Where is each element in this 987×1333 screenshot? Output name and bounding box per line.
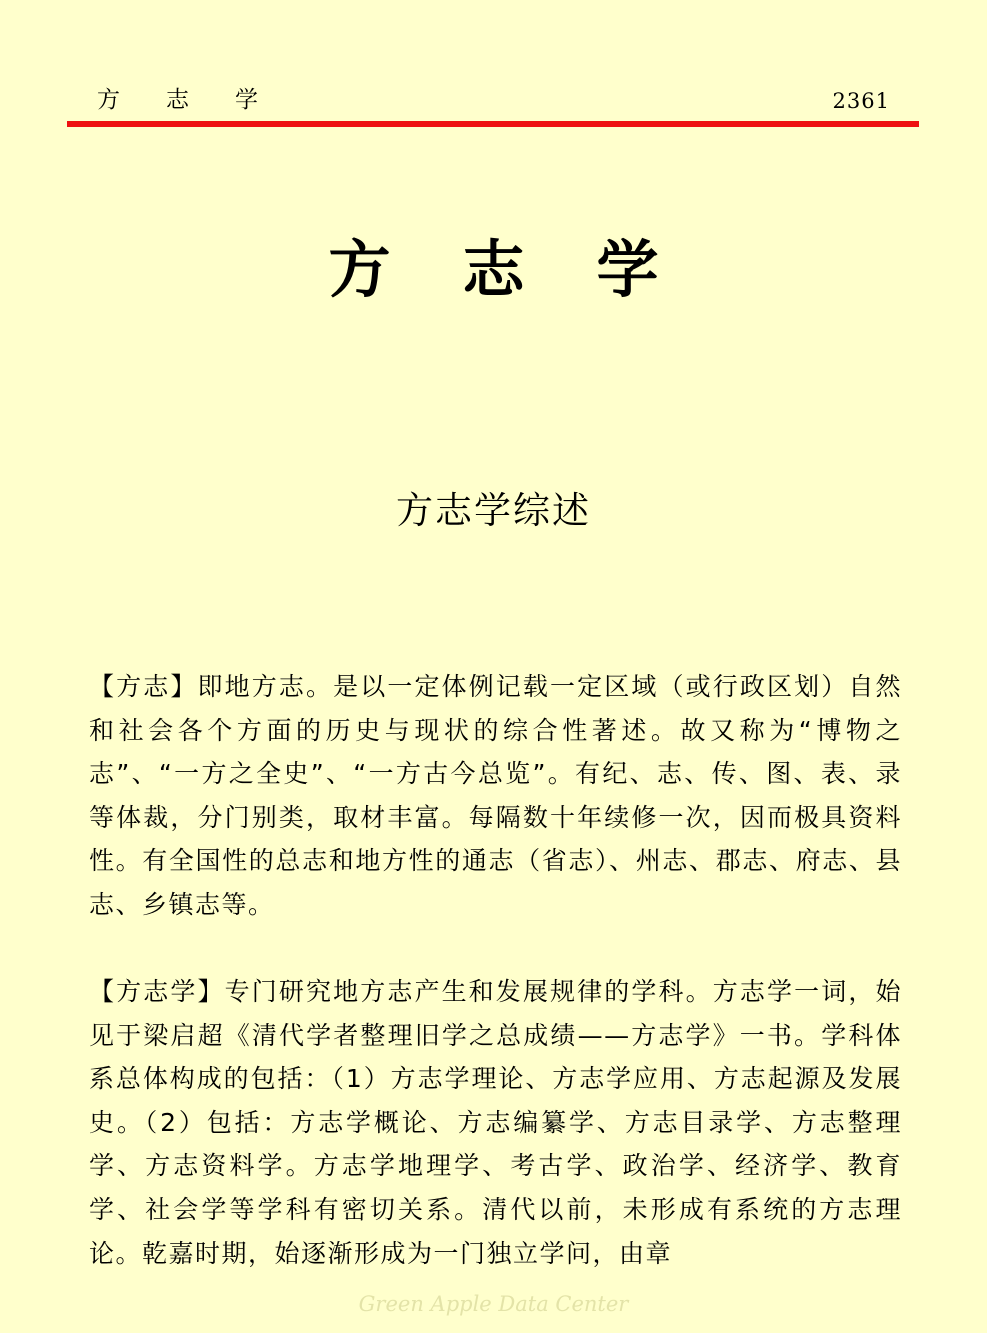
page-number: 2361 [832,89,890,113]
running-head-title: 方志学 [97,87,304,113]
watermark: Green Apple Data Center [358,1292,629,1316]
entry-body: 即地方志。是以一定体例记载一定区域（或行政区划）自然和社会各个方面的历史与现状的综合性著述。故又称为“博物之志”、“一方之全史”、“一方古今总览”。有纪、志、传、图、表、录等体裁，分门别类，取材丰富。每隔数十年续修一次，因而极具资料性。有全国性的总志和地方性的通志（省志）、州志、郡志、府志、县志、乡镇志等。 [89,672,902,919]
entry-fangzhi [89,665,902,927]
entry-fangzhixue [89,970,902,1275]
section-title: 方志学综述 [396,489,591,532]
entry-body: 专门研究地方志产生和发展规律的学科。方志学一词，始见于梁启超《清代学者整理旧学之总成绩——方志学》一书。学科体系总体构成的包括：（1）方志学理论、方志学应用、方志起源及发展史。（2）包括：方志学概论、方志编纂学、方志目录学、方志整理学、方志资料学。方志学地理学、考古学、政治学、经济学、教育学、社会学等学科有密切关系。清代以前，未形成有系统的方志理论。乾嘉时期，始逐渐形成为一门独立学问，由章 [89,977,902,1268]
entry-term: 【方志】 [89,672,198,701]
entry-term: 【方志学】 [89,977,225,1006]
part-title: 方志学 [328,233,731,306]
header-rule [67,121,919,127]
